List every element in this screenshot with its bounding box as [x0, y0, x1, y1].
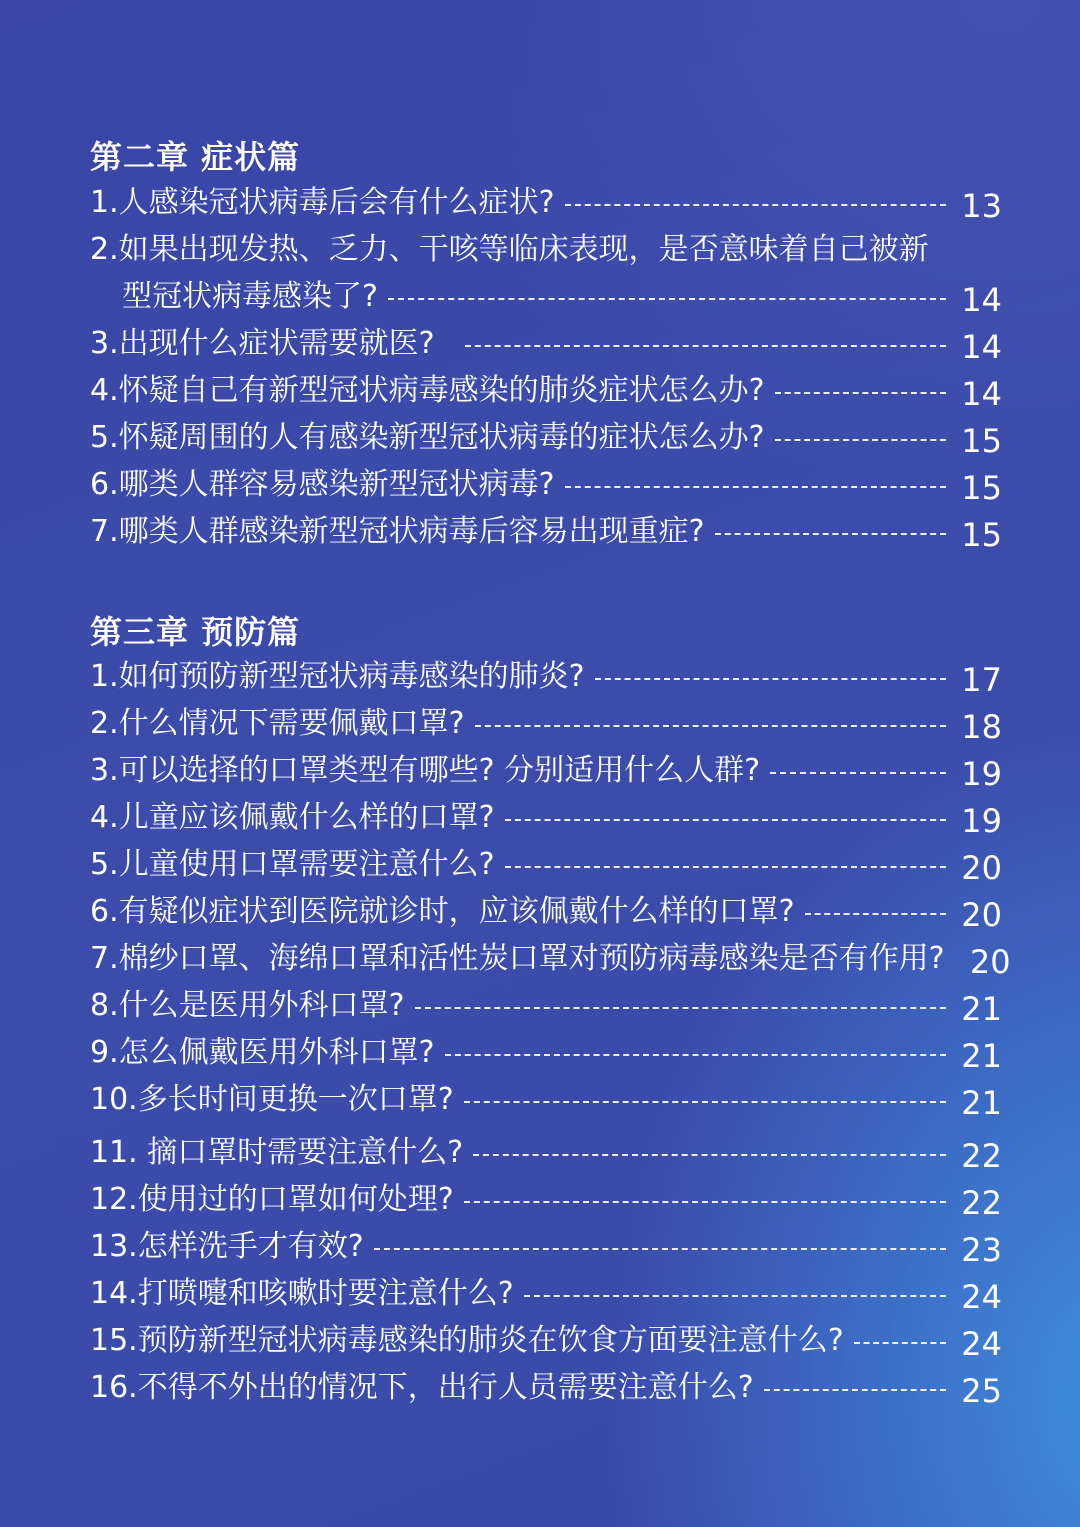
toc-entry-label: 4.儿童应该佩戴什么样的口罩?: [90, 800, 495, 835]
toc-entry[interactable]: [90, 1176, 1002, 1223]
toc-entry-page: 23: [961, 1231, 1002, 1269]
toc-entry-label: 8.什么是医用外科口罩?: [90, 988, 405, 1023]
toc-entry-label: 1.人感染冠状病毒后会有什么症状?: [90, 185, 555, 220]
toc-entry-label: 5.怀疑周围的人有感染新型冠状病毒的症状怎么办?: [90, 420, 765, 455]
toc-entry-label: 1.如何预防新型冠状病毒感染的肺炎?: [90, 659, 585, 694]
toc-entry-label: 3.可以选择的口罩类型有哪些? 分别适用什么人群?: [90, 753, 761, 788]
toc-entry-page: 22: [961, 1137, 1002, 1175]
dotted-leader: [775, 392, 946, 394]
toc-entry[interactable]: [90, 1364, 1002, 1411]
dotted-leader: [565, 204, 946, 206]
toc-entry-label: 3.出现什么症状需要就医?: [90, 326, 435, 361]
toc-entry[interactable]: [90, 841, 1002, 888]
dotted-leader: [415, 1007, 946, 1009]
toc-entry-page: 24: [961, 1325, 1002, 1363]
toc-entry[interactable]: [90, 700, 1002, 747]
toc-entry-page: 15: [961, 422, 1002, 460]
toc-entry-label: 9.怎么佩戴医用外科口罩?: [90, 1035, 435, 1070]
toc-entry[interactable]: [90, 414, 1002, 461]
dotted-leader: [565, 486, 946, 488]
toc-entry-page: 14: [961, 328, 1002, 366]
toc-entry-page: 20: [969, 943, 1011, 981]
toc-entry-page: 20: [961, 849, 1002, 887]
toc-entry-page: 20: [961, 896, 1002, 934]
toc-entry-page: 22: [961, 1184, 1002, 1222]
toc-entry[interactable]: [90, 367, 1002, 414]
toc-entry[interactable]: [90, 179, 1002, 226]
dotted-leader: [465, 345, 946, 347]
toc-entry-label: 7.棉纱口罩、海绵口罩和活性炭口罩对预防病毒感染是否有作用?: [90, 941, 945, 976]
toc-entry-page: 24: [961, 1278, 1002, 1316]
toc-entry-page: 14: [961, 281, 1002, 319]
toc-entry-page: 18: [961, 708, 1002, 746]
toc-entry-label: 2.什么情况下需要佩戴口罩?: [90, 706, 465, 741]
toc-entry[interactable]: [90, 508, 1002, 555]
dotted-leader: [505, 819, 946, 821]
dotted-leader: [764, 1389, 946, 1391]
chapter-3-title: 第三章 预防篇: [90, 613, 301, 651]
toc-entry-label: 14.打喷嚏和咳嗽时要注意什么?: [90, 1276, 514, 1311]
toc-entry-label: 7.哪类人群感染新型冠状病毒后容易出现重症?: [90, 514, 705, 549]
toc-entry[interactable]: [90, 982, 1002, 1029]
toc-entry-page: 15: [961, 469, 1002, 507]
chapter-2-title: 第二章 症状篇: [90, 138, 301, 176]
dotted-leader: [770, 772, 946, 774]
dotted-leader: [505, 866, 946, 868]
toc-entry-page: 19: [961, 755, 1002, 793]
toc-entry-page: 14: [961, 375, 1002, 413]
dotted-leader: [805, 913, 946, 915]
dotted-leader: [775, 439, 946, 441]
toc-entry[interactable]: [90, 888, 1002, 935]
dotted-leader: [388, 298, 946, 300]
dotted-leader: [595, 678, 946, 680]
toc-entry-label: 13.怎样洗手才有效?: [90, 1229, 364, 1264]
dotted-leader: [473, 1154, 946, 1156]
toc-entry-label: 10.多长时间更换一次口罩?: [90, 1082, 454, 1117]
toc-entry[interactable]: [90, 1129, 1002, 1176]
toc-entry-page: 25: [961, 1372, 1002, 1410]
toc-entry-page: 13: [961, 187, 1002, 225]
dotted-leader: [475, 725, 946, 727]
toc-entry-label: 型冠状病毒感染了?: [122, 279, 378, 314]
toc-entry[interactable]: [90, 1029, 1002, 1076]
dotted-leader: [464, 1101, 946, 1103]
dotted-leader: [445, 1054, 946, 1056]
dotted-leader: [374, 1248, 946, 1250]
toc-entry[interactable]: [90, 1223, 1002, 1270]
toc-entry[interactable]: [90, 1317, 1002, 1364]
dotted-leader: [524, 1295, 946, 1297]
toc-entry-page: 15: [961, 516, 1002, 554]
toc-entry[interactable]: [90, 747, 1002, 794]
toc-entry-label: 12.使用过的口罩如何处理?: [90, 1182, 454, 1217]
toc-entry[interactable]: [90, 653, 1002, 700]
toc-entry[interactable]: [90, 320, 1002, 367]
toc-entry[interactable]: [90, 1270, 1002, 1317]
toc-entry-page: 21: [961, 1037, 1002, 1075]
toc-entry[interactable]: [90, 461, 1002, 508]
toc-entry[interactable]: [90, 935, 1011, 982]
toc-entry-label: 11. 摘口罩时需要注意什么?: [90, 1135, 464, 1170]
toc-entry[interactable]: [90, 794, 1002, 841]
dotted-leader: [464, 1201, 946, 1203]
dotted-leader: [854, 1342, 946, 1344]
toc-entry-label: 16.不得不外出的情况下，出行人员需要注意什么?: [90, 1370, 754, 1405]
dotted-leader: [715, 533, 946, 535]
toc-entry-label: 6.有疑似症状到医院就诊时，应该佩戴什么样的口罩?: [90, 894, 795, 929]
toc-entry-label: 5.儿童使用口罩需要注意什么?: [90, 847, 495, 882]
toc-entry-page: 19: [961, 802, 1002, 840]
toc-entry-page: 21: [961, 1084, 1002, 1122]
toc-entry-label-line1[interactable]: 2.如果出现发热、乏力、干咳等临床表现，是否意味着自己被新: [90, 232, 929, 267]
toc-entry-label: 6.哪类人群容易感染新型冠状病毒?: [90, 467, 555, 502]
toc-entry-label: 4.怀疑自己有新型冠状病毒感染的肺炎症状怎么办?: [90, 373, 765, 408]
toc-entry[interactable]: [122, 273, 1002, 320]
toc-entry-label: 15.预防新型冠状病毒感染的肺炎在饮食方面要注意什么?: [90, 1323, 844, 1358]
toc-entry[interactable]: [90, 1076, 1002, 1123]
toc-entry-page: 17: [961, 661, 1002, 699]
toc-entry-page: 21: [961, 990, 1002, 1028]
